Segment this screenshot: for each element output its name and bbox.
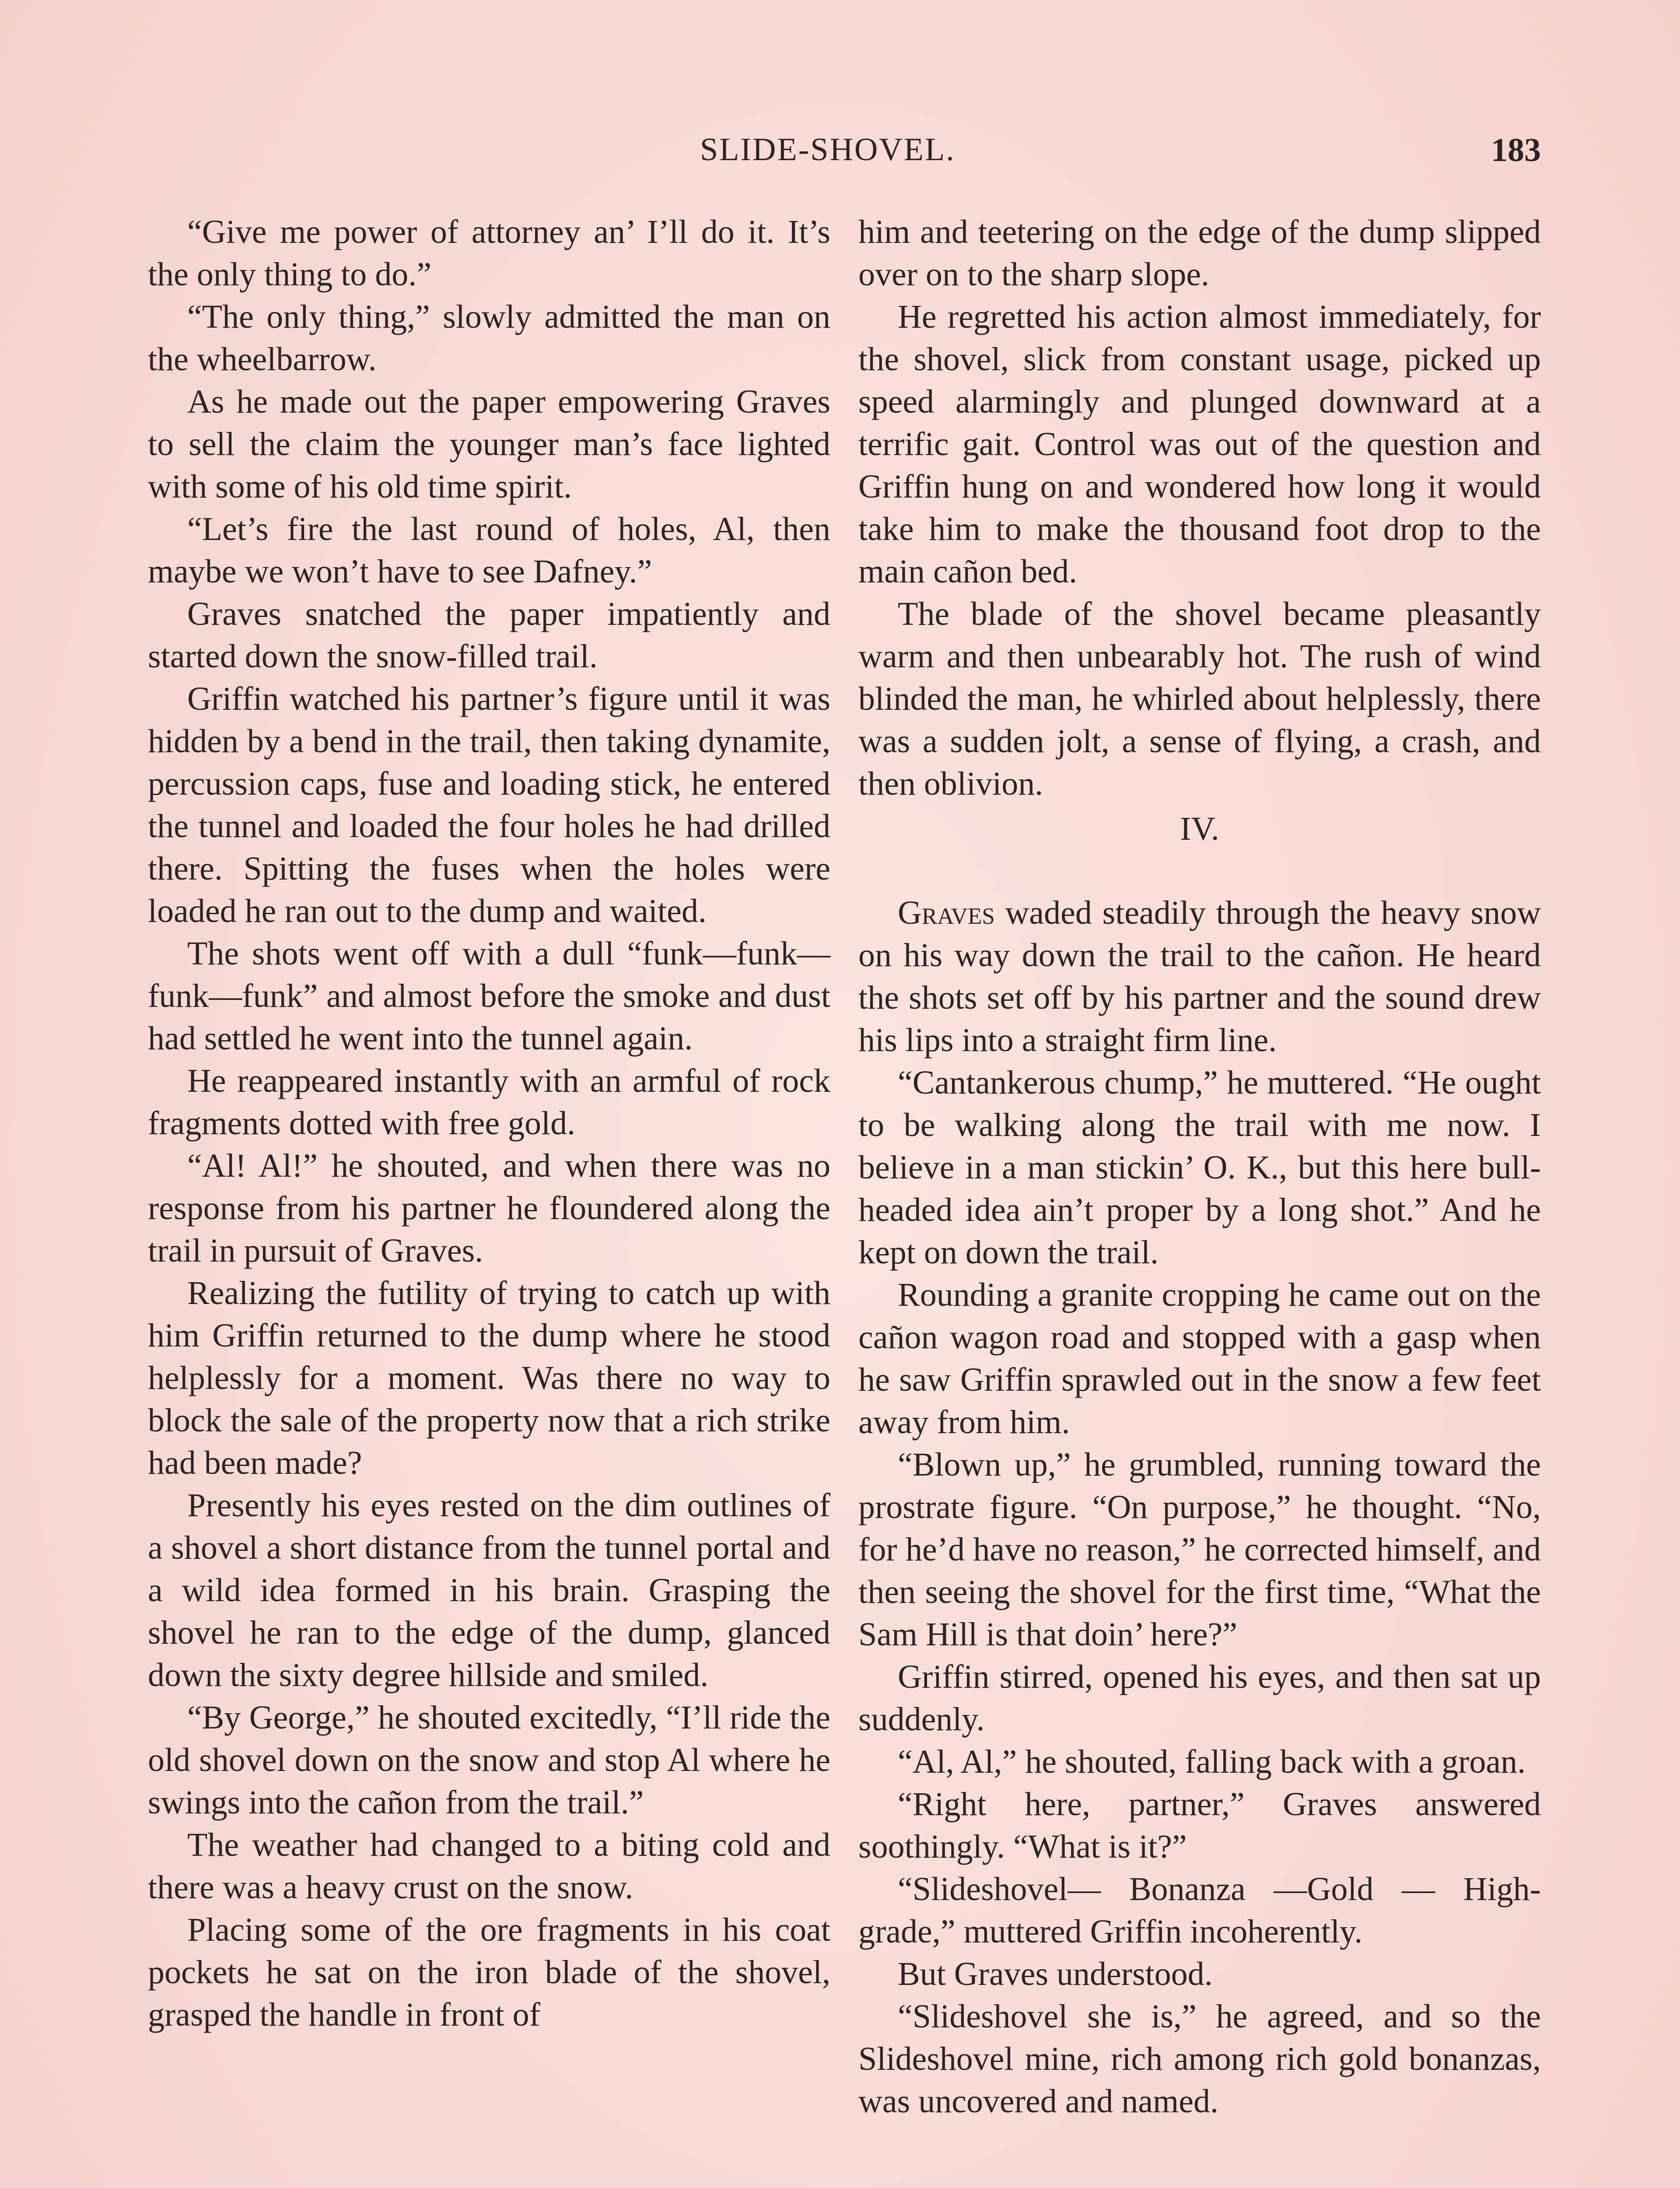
paragraph: “Al! Al!” he shouted, and when there was no response from his partner he floundered along the trail in pursuit of Graves. (148, 1147, 830, 1269)
paragraph: The shots went off with a dull “funk—funk—funk—funk” and almost before the smoke and dust had settled he went into the tunnel again. (148, 935, 830, 1057)
left-column (148, 211, 830, 2036)
paragraph: He reappeared instantly with an armful of rock fragments dotted with free gold. (148, 1062, 830, 1142)
opening-word: Graves (898, 894, 995, 931)
right-column (858, 211, 1541, 2123)
paragraph: “Al, Al,” he shouted, falling back with a groan. (898, 1743, 1526, 1780)
page-number: 183 (1491, 132, 1541, 168)
paragraph: “Let’s fire the last round of holes, Al, then maybe we won’t have to see Dafney.” (148, 511, 830, 590)
paragraph: “Slideshovel— Bonanza —Gold — High-grade,” muttered Griffin incoherently. (858, 1871, 1541, 1950)
paragraph: “Slideshovel she is,” he agreed, and so the Slideshovel mine, rich among rich gold bonanzas, was uncovered and named. (858, 1998, 1541, 2120)
paragraph: But Graves understood. (898, 1956, 1213, 1992)
paragraph: The weather had changed to a biting cold and there was a heavy crust on the snow. (148, 1827, 830, 1906)
opening-text: waded steadily through the heavy snow on his way down the trail to the cañon. He heard the shots set off by his partner and the sound drew his lips into a straight firm line. (858, 894, 1541, 1059)
section-opening-paragraph (858, 892, 1541, 1062)
paragraph: Realizing the futility of trying to catch up with him Griffin returned to the dump where he stood helplessly for a moment. Was there no way to block the sale of the property now that a rich strike had been made? (148, 1275, 830, 1481)
paragraph-continued: him and teetering on the edge of the dump slipped over on to the sharp slope. (858, 214, 1541, 293)
paragraph: Graves snatched the paper impatiently and started down the snow-filled trail. (148, 596, 830, 675)
paragraph: “Right here, partner,” Graves answered soothingly. “What is it?” (858, 1786, 1541, 1865)
paragraph: Placing some of the ore fragments in his coat pockets he sat on the iron blade of the shovel, grasped the handle in front of (148, 1911, 830, 2033)
paragraph: “Give me power of attorney an’ I’ll do it. It’s the only thing to do.” (148, 214, 830, 293)
paragraph: Griffin stirred, opened his eyes, and then sat up suddenly. (858, 1659, 1541, 1738)
paragraph: Presently his eyes rested on the dim outlines of a shovel a short distance from the tunnel portal and a wild idea formed in his brain. Grasping the shovel he ran to the edge of the dump, glanced down the sixty degree hillside and smiled. (148, 1487, 830, 1694)
paragraph: “By George,” he shouted excitedly, “I’ll ride the old shovel down on the snow and stop Al where he swings into the cañon from the trail.” (148, 1699, 830, 1821)
paragraph: “Blown up,” he grumbled, running toward the prostrate figure. “On purpose,” he thought. “No, for he’d have no reason,” he corrected himself, and then seeing the shovel for the first time, “What the Sam Hill is that doin’ here?” (858, 1446, 1541, 1653)
section-heading: IV. (1180, 810, 1219, 847)
paragraph: As he made out the paper empowering Graves to sell the claim the younger man’s face lighted with some of his old time spirit. (148, 383, 830, 505)
paragraph: The blade of the shovel became pleasantly warm and then unbearably hot. The rush of wind blinded the man, he whirled about helplessly, there was a sudden jolt, a sense of flying, a crash, and then oblivion. (858, 596, 1541, 802)
paragraph: He regretted his action almost immediately, for the shovel, slick from constant usage, picked up speed alarmingly and plunged downward at a terrific gait. Control was out of the question and Griffin hung on and wondered how long it would take him to make the thousand foot drop to the main cañon bed. (858, 298, 1541, 590)
paragraph: “Cantankerous chump,” he muttered. “He ought to be walking along the trail with me now. I believe in a man stickin’ O. K., but this here bull-headed idea ain’t proper by a long shot.” And he kept on down the trail. (858, 1064, 1541, 1271)
paragraph: Rounding a granite cropping he came out on the cañon wagon road and stopped with a gasp when he saw Griffin sprawled out in the snow a few feet away from him. (858, 1276, 1541, 1441)
running-head: SLIDE-SHOVEL. (700, 132, 956, 168)
paragraph: Griffin watched his partner’s figure until it was hidden by a bend in the trail, then taking dynamite, percussion caps, fuse and loading stick, he entered the tunnel and loaded the four holes he had drilled there. Spitting the fuses when the holes were loaded he ran out to the dump and waited. (148, 680, 830, 929)
paragraph: “The only thing,” slowly admitted the man on the wheelbarrow. (148, 298, 830, 378)
